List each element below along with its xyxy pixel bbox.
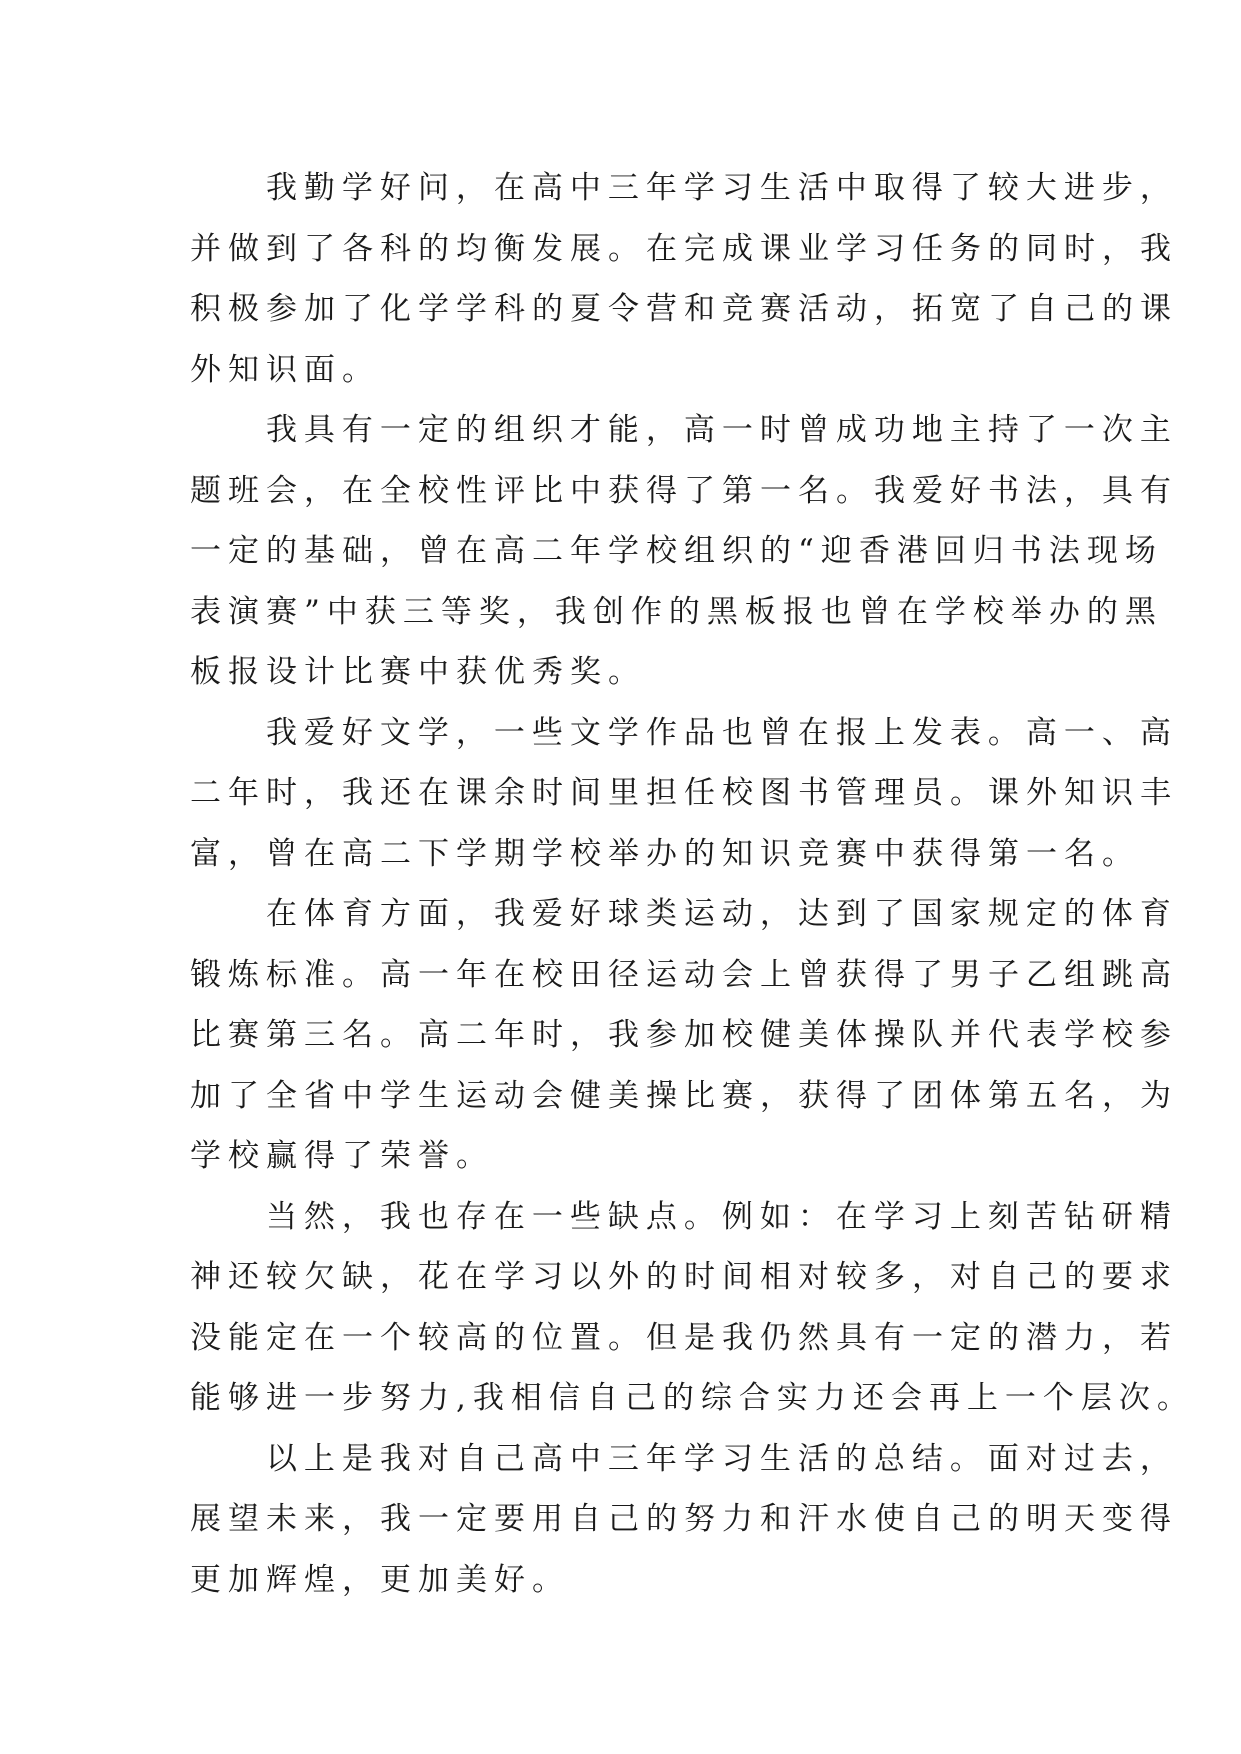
- paragraph-shortcomings: [190, 1187, 1195, 1429]
- text-line: 我勤学好问，在高中三年学习生活中取得了较大进步，: [265, 170, 1178, 206]
- text-line: 积极参加了化学学科的夏令营和竞赛活动，拓宽了自己的课: [190, 291, 1178, 327]
- paragraph-sports: [190, 884, 1178, 1187]
- text-line: 当然，我也存在一些缺点。例如：在学习上刻苦钻研精: [265, 1198, 1178, 1235]
- text-line: 学校赢得了荣誉。: [190, 1138, 494, 1174]
- text-line: 表演赛”中获三等奖，我创作的黑板报也曾在学校举办的黑: [190, 593, 1163, 630]
- text-line: 外知识面。: [190, 351, 380, 388]
- text-line: 加了全省中学生运动会健美操比赛，获得了团体第五名，为: [190, 1077, 1178, 1114]
- text-line: 展望未来，我一定要用自己的努力和汗水使自己的明天变得: [190, 1501, 1178, 1537]
- document-body: [190, 158, 1195, 1610]
- paragraph-conclusion: [190, 1429, 1178, 1611]
- text-line: 在体育方面，我爱好球类运动，达到了国家规定的体育: [265, 896, 1178, 932]
- paragraph-organization: [190, 400, 1178, 703]
- paragraph-literature: [190, 703, 1178, 885]
- text-line: 神还较欠缺，花在学习以外的时间相对较多，对自己的要求: [190, 1259, 1178, 1295]
- text-line: 锻炼标准。高一年在校田径运动会上曾获得了男子乙组跳高: [190, 956, 1178, 993]
- text-line: 我爱好文学，一些文学作品也曾在报上发表。高一、高: [265, 714, 1178, 751]
- text-line: 以上是我对自己高中三年学习生活的总结。面对过去，: [265, 1440, 1178, 1477]
- text-line: 二年时，我还在课余时间里担任校图书管理员。课外知识丰: [190, 775, 1178, 811]
- text-line: 一定的基础，曾在高二年学校组织的“迎香港回归书法现场: [190, 533, 1163, 569]
- text-line: 更加辉煌，更加美好。: [190, 1561, 570, 1598]
- text-line: 题班会，在全校性评比中获得了第一名。我爱好书法，具有: [190, 472, 1178, 509]
- text-line: 并做到了各科的均衡发展。在完成课业学习任务的同时，我: [190, 230, 1178, 267]
- text-line: 能够进一步努力,我相信自己的综合实力还会再上一个层次。: [190, 1380, 1195, 1416]
- text-line: 比赛第三名。高二年时，我参加校健美体操队并代表学校参: [190, 1017, 1178, 1053]
- text-line: 板报设计比赛中获优秀奖。: [190, 654, 646, 690]
- text-line: 没能定在一个较高的位置。但是我仍然具有一定的潜力，若: [190, 1319, 1178, 1356]
- paragraph-study: [190, 158, 1178, 400]
- text-line: 富，曾在高二下学期学校举办的知识竞赛中获得第一名。: [190, 835, 1140, 872]
- text-line: 我具有一定的组织才能，高一时曾成功地主持了一次主: [265, 412, 1178, 448]
